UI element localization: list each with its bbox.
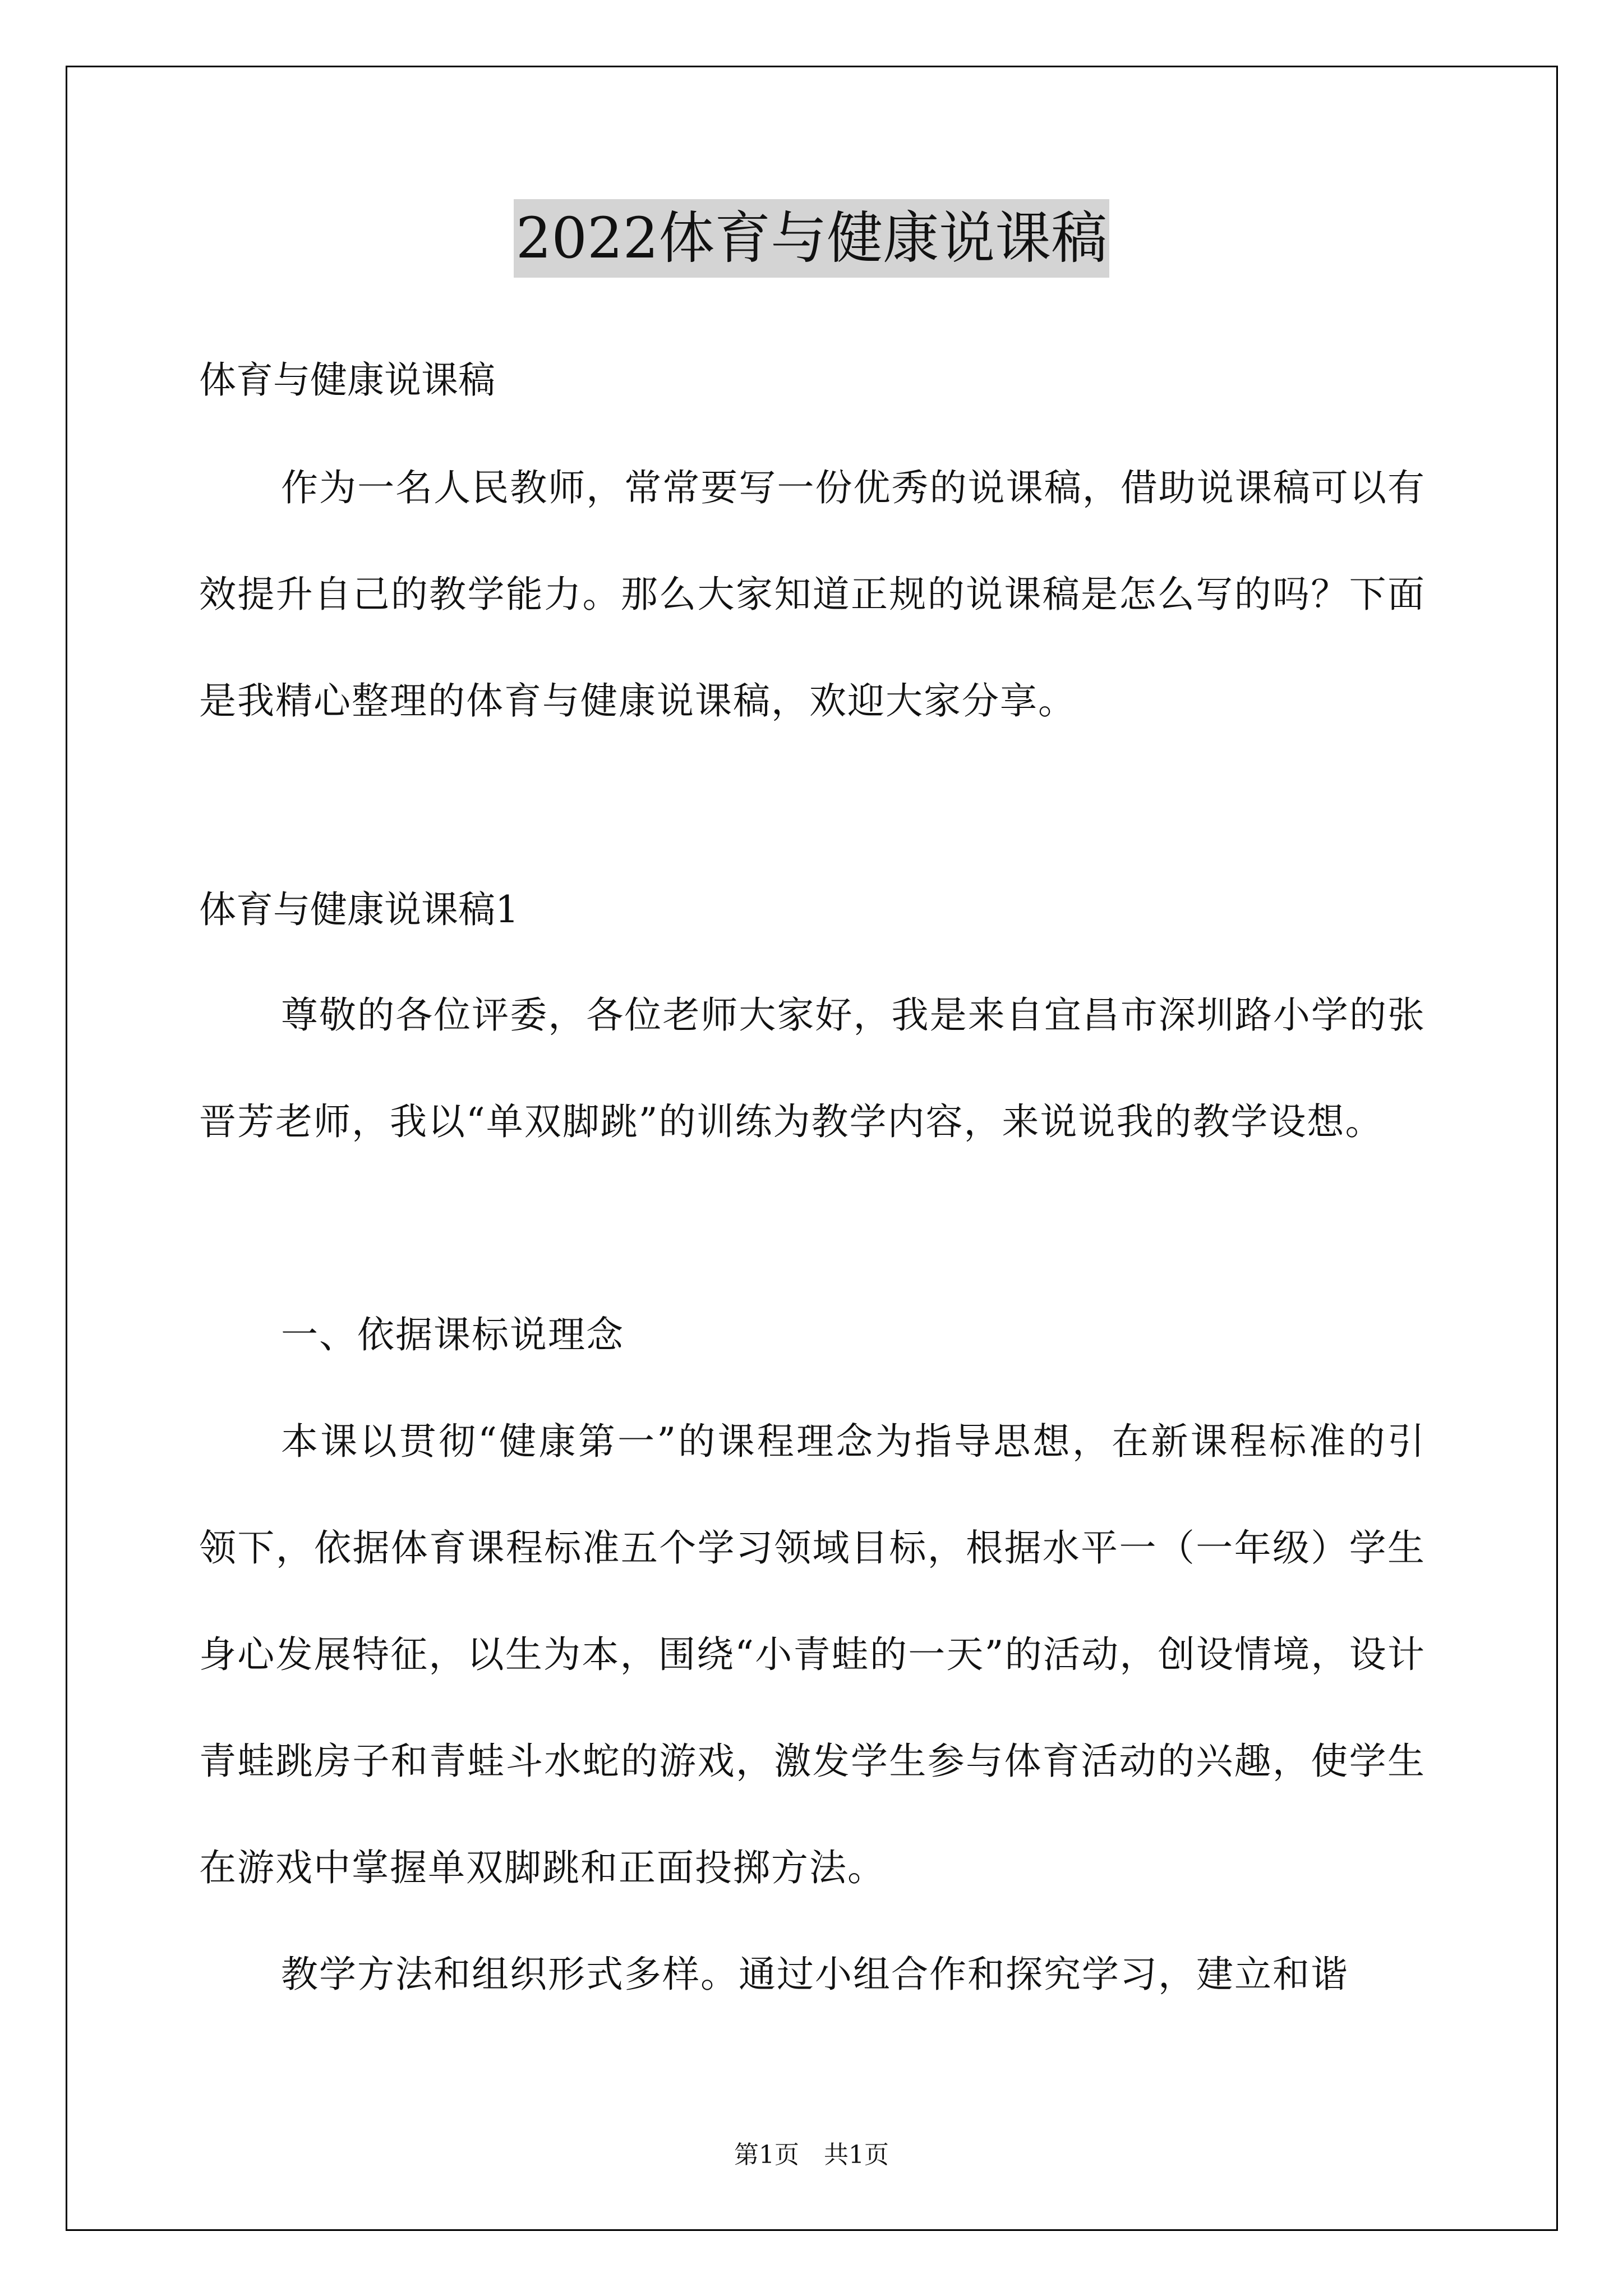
paragraph-greeting: 尊敬的各位评委，各位老师大家好，我是来自宜昌市深圳路小学的张晋芳老师，我以“单双脚跳”的训练为教学内容，来说说我的教学设想。 — [199, 993, 1426, 1143]
paragraph-concept: 本课以贯彻“健康第一”的课程理念为指导思想，在新课程标准的引领下，依据体育课程标准五个学习领域目标，根据水平一（一年级）学生身心发展特征，以生为本，围绕“小青蛙的一天”的活动，创设情境，设计青蛙跳房子和青蛙斗水蛇的游戏，激发学生参与体育活动的兴趣，使学生在游戏中掌握单双脚跳和正面投掷方法。 — [199, 1420, 1426, 1889]
intro-paragraph: 作为一名人民教师，常常要写一份优秀的说课稿，借助说课稿可以有效提升自己的教学能力。那么大家知道正规的说课稿是怎么写的吗？下面是我精心整理的体育与健康说课稿，欢迎大家分享。 — [199, 466, 1426, 723]
page-footer: 第1页 共1页 — [734, 2141, 889, 2169]
document-title — [0, 199, 1623, 278]
paragraph-methods: 教学方法和组织形式多样。通过小组合作和探究学习，建立和谐 — [281, 1953, 1349, 1996]
section-heading: 体育与健康说课稿1 — [199, 888, 519, 931]
document-subtitle: 体育与健康说课稿 — [199, 358, 495, 402]
document-title-text: 2022体育与健康说课稿 — [514, 199, 1110, 278]
paragraph-heading-concept: 一、依据课标说理念 — [281, 1313, 624, 1356]
